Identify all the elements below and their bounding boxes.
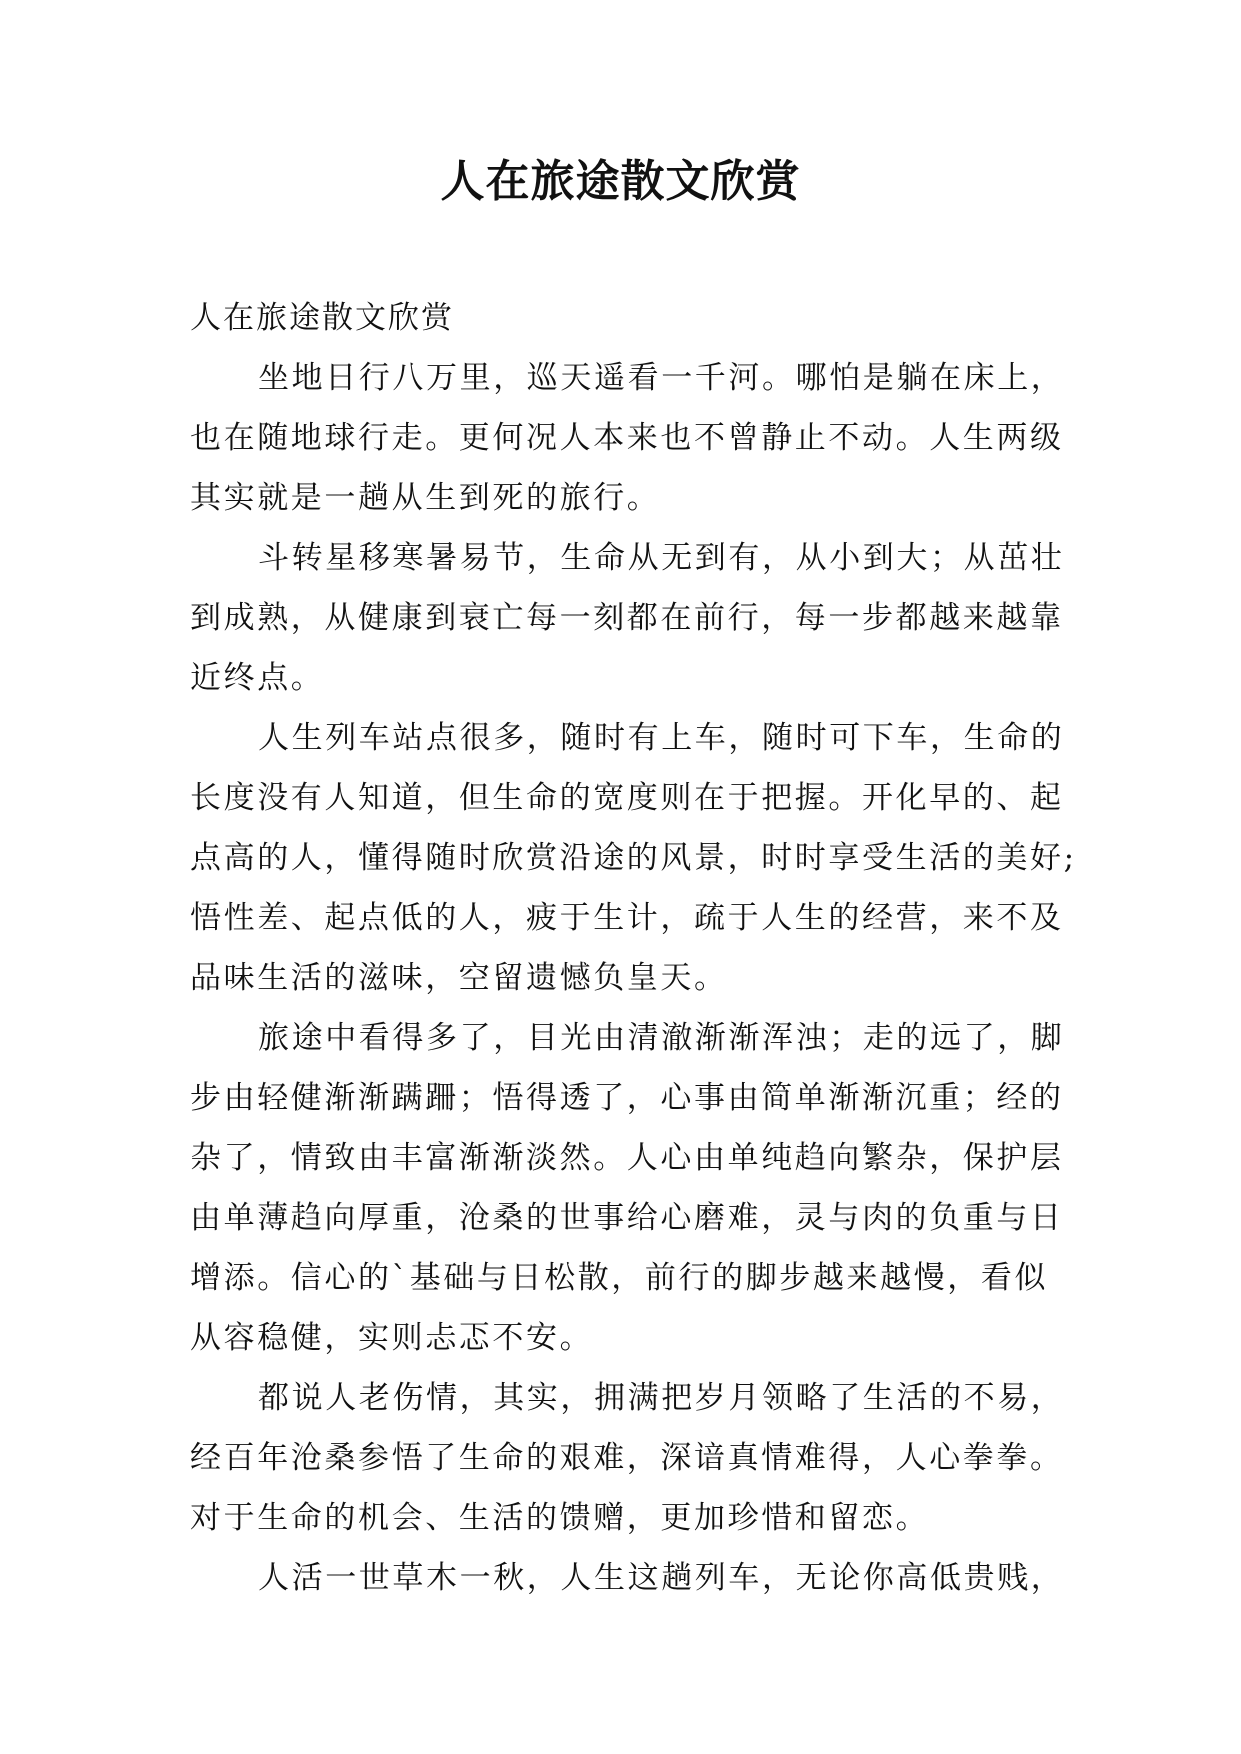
paragraph: [190, 1548, 1070, 1608]
paragraph-line: 由单薄趋向厚重，沧桑的世事给心磨难，灵与肉的负重与日: [190, 1200, 1064, 1236]
paragraph-line: 也在随地球行走。更何况人本来也不曾静止不动。人生两级: [190, 420, 1064, 456]
document-subtitle: 人在旅途散文欣赏: [190, 300, 454, 336]
paragraph-line: 长度没有人知道，但生命的宽度则在于把握。开化早的、起: [190, 780, 1064, 816]
paragraph: [190, 1368, 1070, 1548]
paragraph-line: 经百年沧桑参悟了生命的艰难，深谙真情难得，人心拳拳。: [190, 1440, 1064, 1476]
paragraph-line: 近终点。: [190, 660, 325, 696]
paragraph-line: 从容稳健，实则忐忑不安。: [190, 1320, 594, 1356]
paragraph: [190, 348, 1070, 528]
document-body: [190, 288, 1077, 1608]
paragraph-line: 对于生命的机会、生活的馈赠，更加珍惜和留恋。: [190, 1500, 930, 1536]
paragraph-line: 品味生活的滋味，空留遗憾负皇天。: [190, 960, 728, 996]
paragraph-line: 旅途中看得多了，目光由清澈渐渐浑浊；走的远了，脚: [258, 1020, 1065, 1056]
paragraph: [190, 528, 1070, 708]
paragraph: [190, 1008, 1070, 1368]
paragraph-line: 杂了，情致由丰富渐渐淡然。人心由单纯趋向繁杂，保护层: [190, 1140, 1064, 1176]
paragraph-line: 坐地日行八万里，巡天遥看一千河。哪怕是躺在床上，: [258, 360, 1065, 396]
paragraph-line: 增添。信心的`基础与日松散，前行的脚步越来越慢，看似: [190, 1260, 1049, 1296]
paragraph-line: 斗转星移寒暑易节，生命从无到有，从小到大；从茁壮: [258, 540, 1065, 576]
paragraph-line: 其实就是一趟从生到死的旅行。: [190, 480, 661, 516]
paragraph-line: 到成熟，从健康到衰亡每一刻都在前行，每一步都越来越靠: [190, 600, 1064, 636]
paragraph-line: 人生列车站点很多，随时有上车，随时可下车，生命的: [258, 720, 1065, 756]
paragraph: [190, 708, 1077, 1008]
paragraph-line: 步由轻健渐渐蹒跚；悟得透了，心事由简单渐渐沉重；经的: [190, 1080, 1064, 1116]
paragraph-line: 悟性差、起点低的人，疲于生计，疏于人生的经营，来不及: [190, 900, 1064, 936]
paragraph-line: 都说人老伤情，其实，拥满把岁月领略了生活的不易，: [258, 1380, 1065, 1416]
paragraph-line: 点高的人，懂得随时欣赏沿途的风景，时时享受生活的美好;: [190, 840, 1077, 876]
document-title: 人在旅途散文欣赏: [440, 156, 801, 207]
paragraph-line: 人活一世草木一秋，人生这趟列车，无论你高低贵贱，: [258, 1560, 1065, 1596]
